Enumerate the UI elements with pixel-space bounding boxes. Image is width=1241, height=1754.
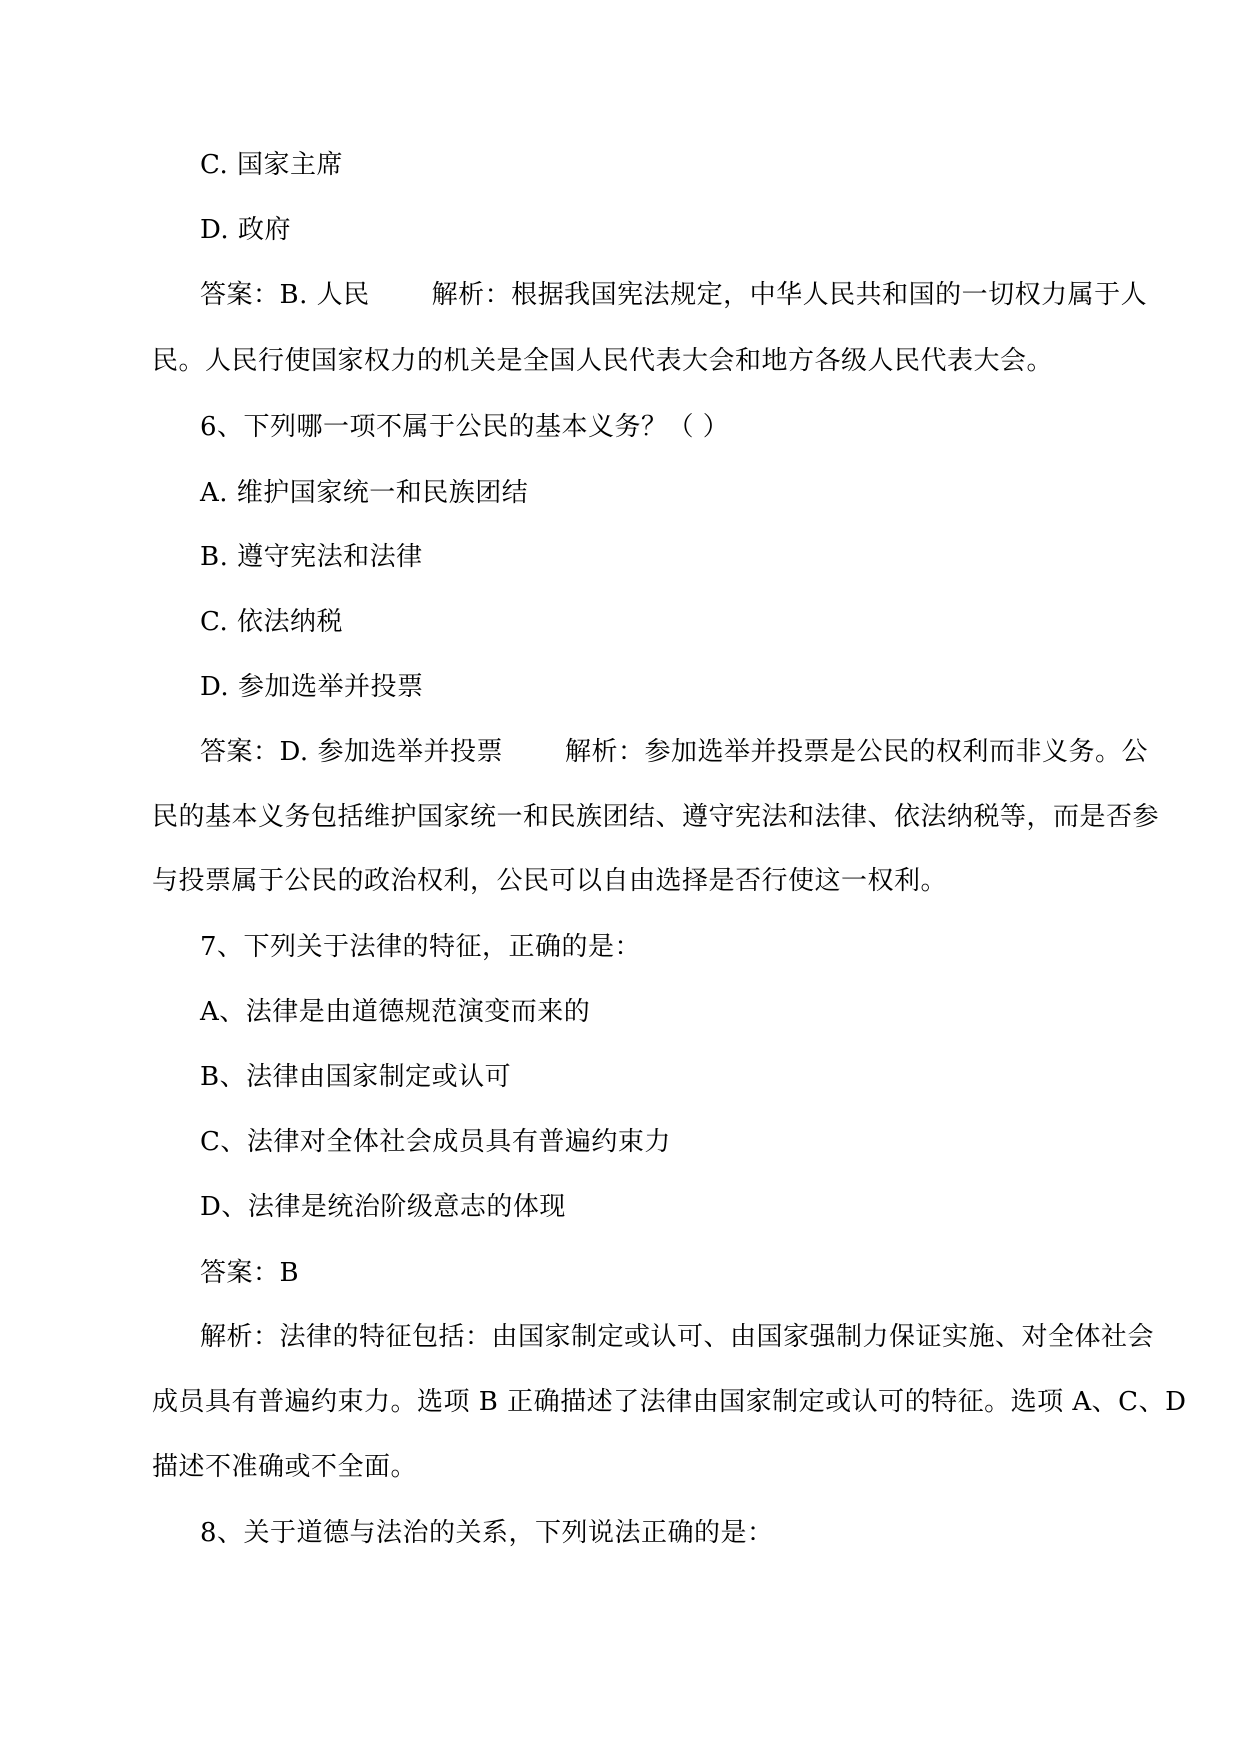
q7-analysis-1: 解析：法律的特征包括：由国家制定或认可、由国家强制力保证实施、对全体社会 bbox=[200, 1322, 1155, 1352]
q6-answer: 答案：D. 参加选举并投票 bbox=[200, 737, 503, 767]
q7-analysis-2: 成员具有普遍约束力。选项 B 正确描述了法律由国家制定或认可的特征。选项 A、C、D bbox=[152, 1387, 1187, 1417]
q6-question: 6、下列哪一项不属于公民的基本义务？（ ） bbox=[200, 412, 730, 442]
q7-option-b: B、法律由国家制定或认可 bbox=[200, 1062, 512, 1092]
q6-answer-line bbox=[200, 735, 1148, 769]
q5-option-c: C. 国家主席 bbox=[200, 150, 343, 180]
q6-option-c: C. 依法纳税 bbox=[200, 607, 343, 637]
q6-option-b: B. 遵守宪法和法律 bbox=[200, 542, 423, 572]
q5-answer-line bbox=[200, 278, 1147, 312]
q6-analysis-cont-2: 与投票属于公民的政治权利，公民可以自由选择是否行使这一权利。 bbox=[152, 866, 948, 896]
q6-analysis-cont-1: 民的基本义务包括维护国家统一和民族团结、遵守宪法和法律、依法纳税等，而是否参 bbox=[152, 802, 1160, 832]
q5-analysis-cont: 民。人民行使国家权力的机关是全国人民代表大会和地方各级人民代表大会。 bbox=[152, 346, 1054, 376]
q7-question: 7、下列关于法律的特征，正确的是： bbox=[200, 932, 642, 962]
q6-option-d: D. 参加选举并投票 bbox=[200, 672, 424, 702]
q7-option-d: D、法律是统治阶级意志的体现 bbox=[200, 1192, 566, 1222]
q5-analysis-start: 解析：根据我国宪法规定，中华人民共和国的一切权力属于人 bbox=[431, 280, 1148, 310]
q6-option-a: A. 维护国家统一和民族团结 bbox=[200, 478, 529, 508]
q8-question: 8、关于道德与法治的关系，下列说法正确的是： bbox=[200, 1518, 774, 1548]
q7-option-a: A、法律是由道德规范演变而来的 bbox=[200, 997, 591, 1027]
q5-option-d: D. 政府 bbox=[200, 215, 291, 245]
q5-answer: 答案：B. 人民 bbox=[200, 280, 370, 310]
q6-analysis-start: 解析：参加选举并投票是公民的权利而非义务。公 bbox=[564, 737, 1148, 767]
q7-analysis-3: 描述不准确或不全面。 bbox=[152, 1452, 418, 1482]
q7-option-c: C、法律对全体社会成员具有普遍约束力 bbox=[200, 1127, 671, 1157]
q7-answer: 答案：B bbox=[200, 1258, 300, 1288]
